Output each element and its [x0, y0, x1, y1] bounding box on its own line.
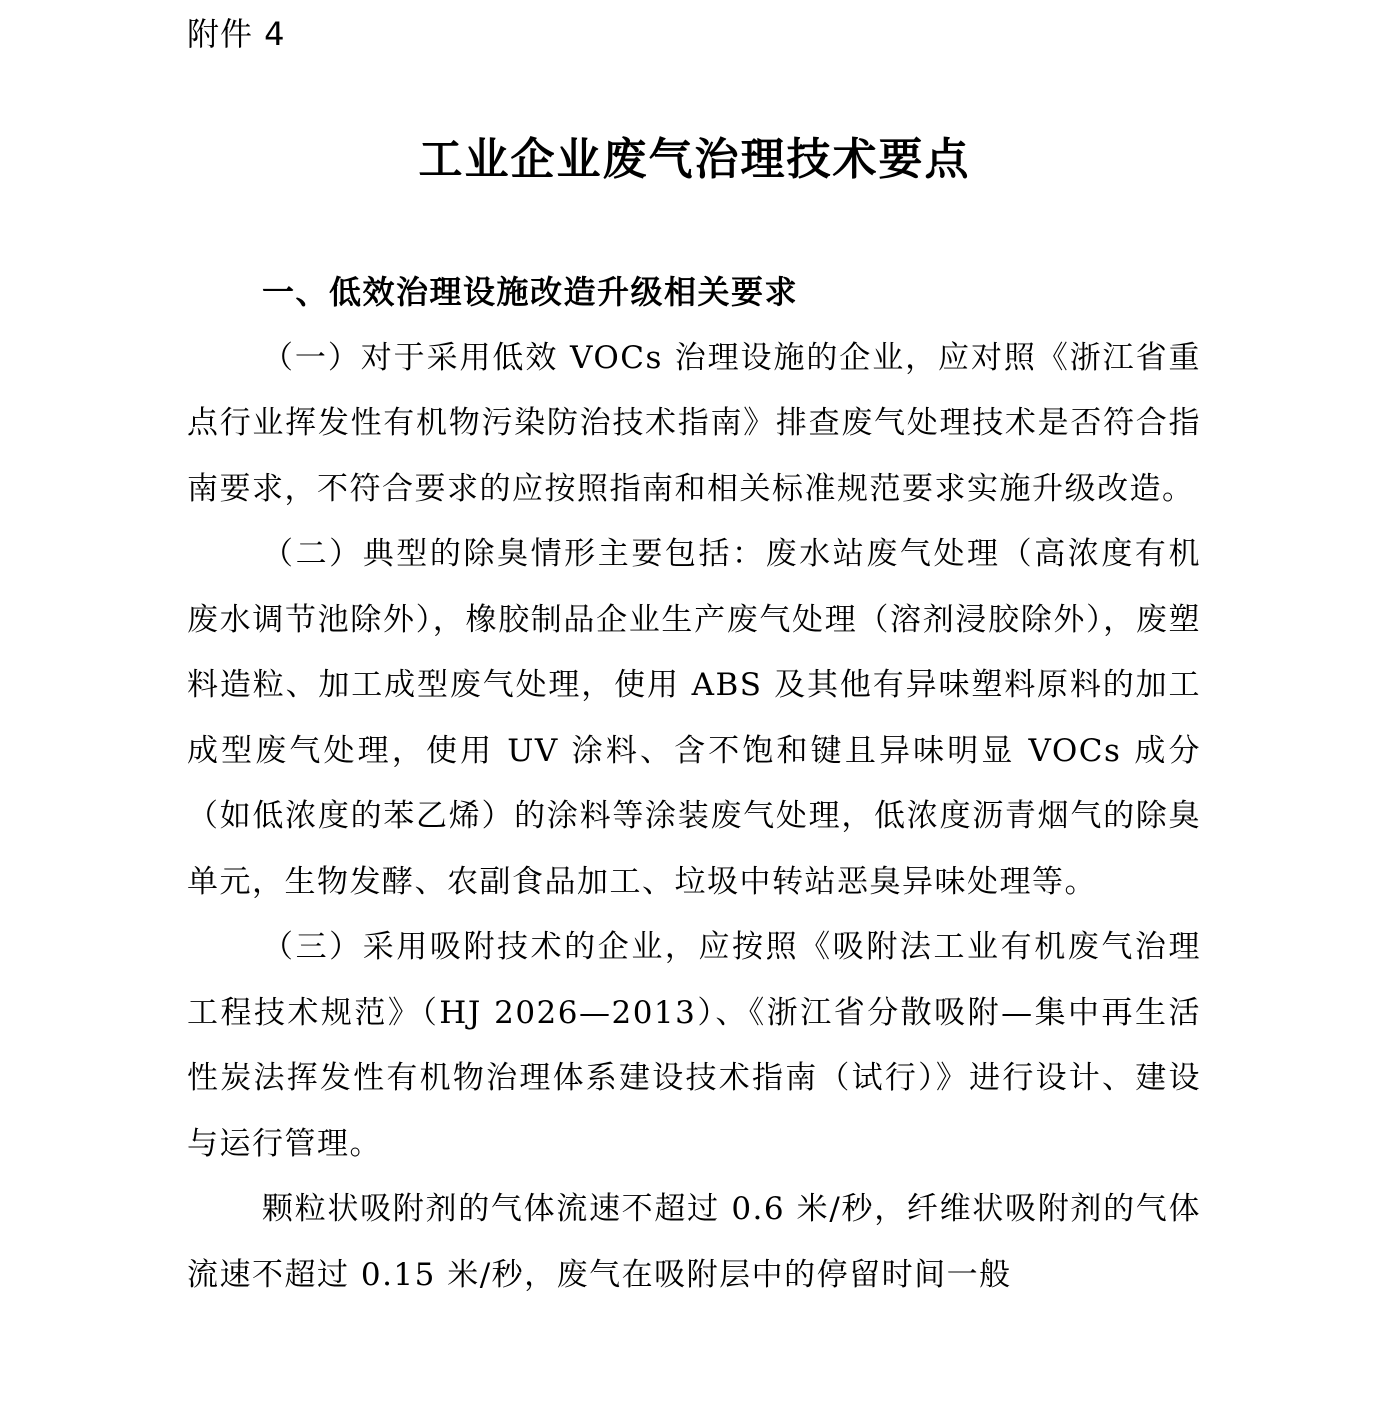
document-title: 工业企业废气治理技术要点	[418, 134, 971, 185]
paragraph-3: （三）采用吸附技术的企业，应按照《吸附法工业有机废气治理工程技术规范》（HJ 2026—2013）、《浙江省分散吸附—集中再生活性炭法挥发性有机物治理体系建设技术指南（试行）》进行设计、建设与运行管理。	[187, 929, 1201, 1162]
document-body	[187, 260, 1201, 1308]
attachment-label: 附件 4	[187, 15, 286, 53]
paragraph-1: （一）对于采用低效 VOCs 治理设施的企业，应对照《浙江省重点行业挥发性有机物污染防治技术指南》排查废气处理技术是否符合指南要求，不符合要求的应按照指南和相关标准规范要求实施升级改造。	[187, 339, 1201, 507]
paragraph-2: （二）典型的除臭情形主要包括：废水站废气处理（高浓度有机废水调节池除外），橡胶制品企业生产废气处理（溶剂浸胶除外），废塑料造粒、加工成型废气处理，使用 ABS 及其他有异味塑料原料的加工成型废气处理，使用 UV 涂料、含不饱和键且异味明显 VOCs 成分（如低浓度的苯乙烯）的涂料等涂装废气处理，低浓度沥青烟气的除臭单元，生物发酵、农副食品加工、垃圾中转站恶臭异味处理等。	[187, 536, 1201, 900]
section-heading: 一、低效治理设施改造升级相关要求	[262, 273, 799, 311]
paragraph-4: 颗粒状吸附剂的气体流速不超过 0.6 米/秒，纤维状吸附剂的气体流速不超过 0.15 米/秒，废气在吸附层中的停留时间一般	[187, 1191, 1201, 1293]
